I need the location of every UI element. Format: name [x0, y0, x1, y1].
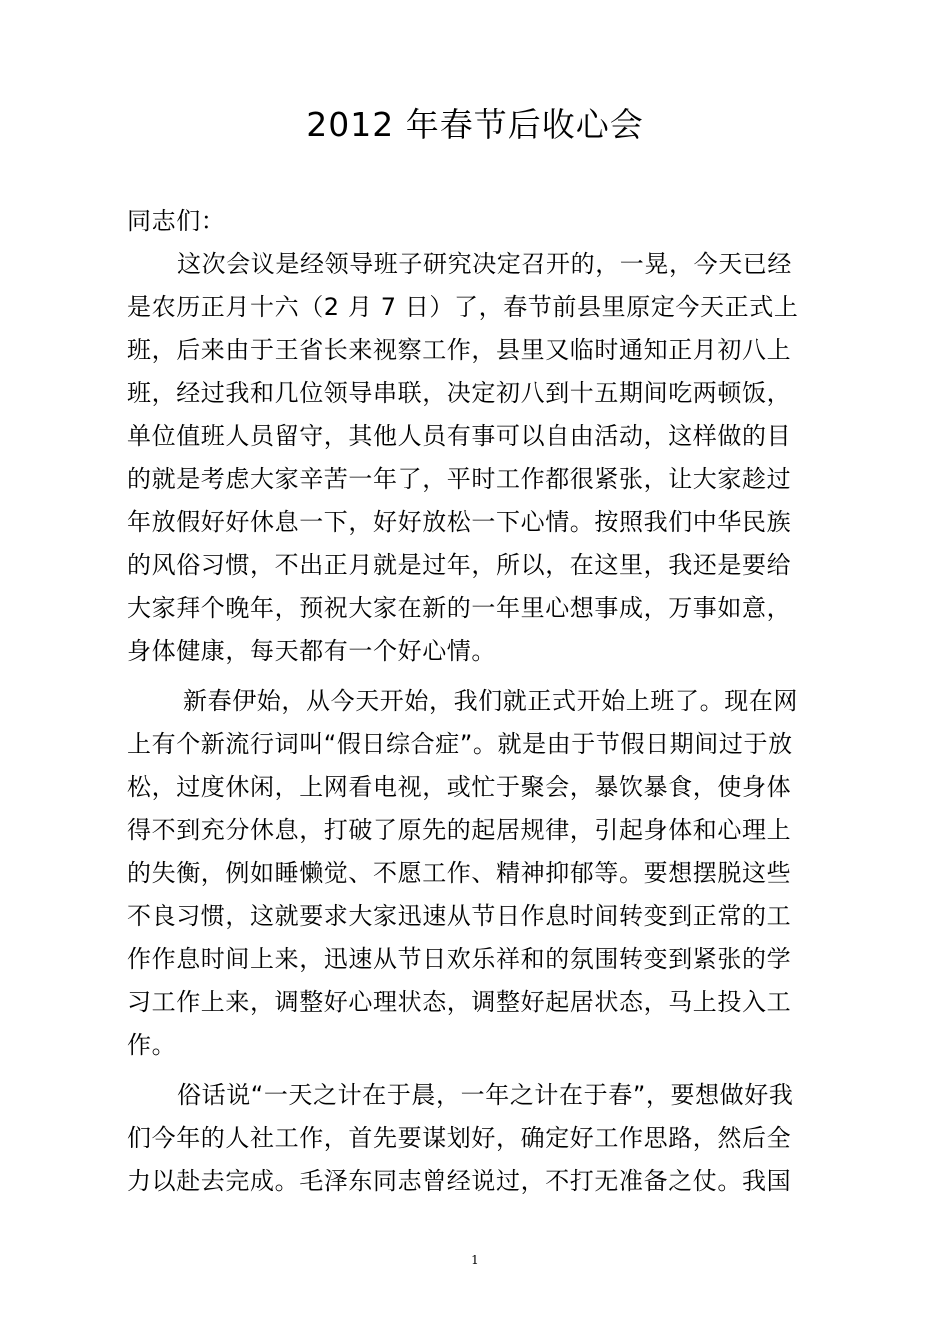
- paragraph-line: 单位值班人员留守，其他人员有事可以自由活动，这样做的目: [127, 422, 792, 450]
- paragraph-2: [127, 680, 827, 1067]
- document-title: 2012 年春节后收心会: [306, 105, 644, 144]
- paragraph-line: 的就是考虑大家辛苦一年了，平时工作都很紧张，让大家趁过: [127, 465, 792, 493]
- document-body: [127, 200, 827, 1203]
- page-number: 1: [471, 1253, 479, 1267]
- paragraph-line: 上有个新流行词叫“假日综合症”。就是由于节假日期间过于放: [127, 730, 793, 758]
- paragraph-line: 的失衡，例如睡懒觉、不愿工作、精神抑郁等。要想摆脱这些: [127, 859, 792, 887]
- paragraph-line: 身体健康，每天都有一个好心情。: [127, 637, 496, 665]
- paragraph-line: 俗话说“一天之计在于晨，一年之计在于春”，要想做好我: [177, 1081, 794, 1109]
- paragraph-line: 作作息时间上来，迅速从节日欢乐祥和的氛围转变到紧张的学: [127, 945, 792, 973]
- paragraph-line: 新春伊始，从今天开始，我们就正式开始上班了。现在网: [183, 687, 798, 715]
- salutation: 同志们：: [127, 207, 226, 235]
- paragraph-line: 这次会议是经领导班子研究决定召开的，一晃，今天已经: [177, 250, 792, 278]
- paragraph-line: 的风俗习惯，不出正月就是过年，所以，在这里，我还是要给: [127, 551, 792, 579]
- paragraph-3: [127, 1074, 827, 1203]
- paragraph-line: 力以赴去完成。毛泽东同志曾经说过，不打无准备之仗。我国: [127, 1167, 792, 1195]
- paragraph-line: 大家拜个晚年，预祝大家在新的一年里心想事成，万事如意，: [127, 594, 792, 622]
- paragraph-1: [127, 243, 827, 673]
- paragraph-line: 班，经过我和几位领导串联，决定初八到十五期间吃两顿饭，: [127, 379, 792, 407]
- paragraph-line: 年放假好好休息一下，好好放松一下心情。按照我们中华民族: [127, 508, 792, 536]
- paragraph-line: 松，过度休闲，上网看电视，或忙于聚会，暴饮暴食，使身体: [127, 773, 792, 801]
- paragraph-line: 们今年的人社工作，首先要谋划好，确定好工作思路，然后全: [127, 1124, 792, 1152]
- paragraph-line: 是农历正月十六（2 月 7 日）了，春节前县里原定今天正式上: [127, 293, 799, 321]
- paragraph-line: 班，后来由于王省长来视察工作，县里又临时通知正月初八上: [127, 336, 792, 364]
- paragraph-line: 作。: [127, 1031, 177, 1059]
- paragraph-line: 习工作上来，调整好心理状态，调整好起居状态，马上投入工: [127, 988, 792, 1016]
- paragraph-line: 得不到充分休息，打破了原先的起居规律，引起身体和心理上: [127, 816, 792, 844]
- paragraph-line: 不良习惯，这就要求大家迅速从节日作息时间转变到正常的工: [127, 902, 792, 930]
